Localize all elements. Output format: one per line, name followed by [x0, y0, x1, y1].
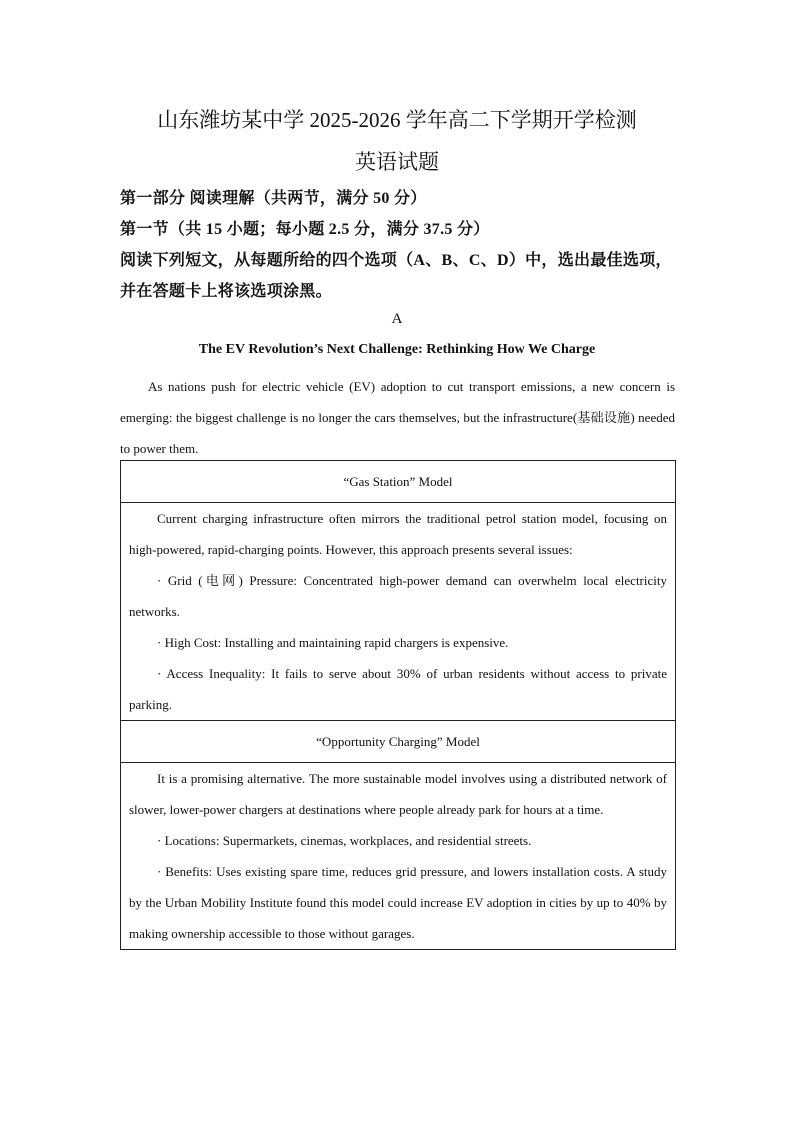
section-heading: 第一节（共 15 小题；每小题 2.5 分，满分 37.5 分）	[120, 221, 490, 238]
model1-body	[121, 503, 676, 721]
intro-paragraph: As nations push for electric vehicle (EV) adoption to cut transport emissions, a new concern is emerging: the biggest challenge is no longer the cars themselves, but the infrastructure(基础设施) needed to power them.	[120, 379, 675, 456]
model2-paragraph: It is a promising alternative. The more sustainable model involves using a distributed network of slower, lower-power chargers at destinations where people already park for hours at a time.	[129, 771, 667, 817]
model2-bullet-benefits: · Benefits: Uses existing spare time, reduces grid pressure, and lowers installation costs. A study by the Urban Mobility Institute found this model could increase EV adoption in cities by up to 40% by making ownership accessible to those without garages.	[129, 864, 667, 941]
table-row	[121, 503, 676, 721]
model1-bullet-access: · Access Inequality: It fails to serve about 30% of urban residents without access to private parking.	[129, 666, 667, 712]
passage-title: The EV Revolution’s Next Challenge: Rethinking How We Charge	[198, 342, 596, 357]
directions-line-1: 阅读下列短文，从每题所给的四个选项（A、B、C、D）中，选出最佳选项，	[120, 252, 672, 269]
model2-bullet-locations: · Locations: Supermarkets, cinemas, workplaces, and residential streets.	[157, 833, 532, 848]
charging-models-table	[120, 460, 676, 950]
model2-heading: “Opportunity Charging” Model	[121, 721, 676, 763]
table-row	[121, 461, 676, 503]
table-row	[121, 721, 676, 763]
exam-subject: 英语试题	[355, 150, 439, 174]
model2-body	[121, 763, 676, 950]
exam-title: 山东潍坊某中学 2025-2026 学年高二下学期开学检测	[157, 108, 637, 132]
passage-intro	[120, 371, 675, 464]
model1-heading: “Gas Station” Model	[121, 461, 676, 503]
directions-line-2: 并在答题卡上将该选项涂黑。	[120, 283, 332, 300]
model1-bullet-grid: · Grid (电网) Pressure: Concentrated high-power demand can overwhelm local electricity networks.	[129, 573, 667, 619]
model1-paragraph: Current charging infrastructure often mirrors the traditional petrol station model, focusing on high-powered, rapid-charging points. However, this approach presents several issues:	[129, 511, 667, 557]
passage-letter: A	[391, 311, 403, 327]
table-row	[121, 763, 676, 950]
part-heading: 第一部分 阅读理解（共两节，满分 50 分）	[120, 190, 427, 207]
model1-bullet-cost: · High Cost: Installing and maintaining rapid chargers is expensive.	[157, 635, 509, 650]
